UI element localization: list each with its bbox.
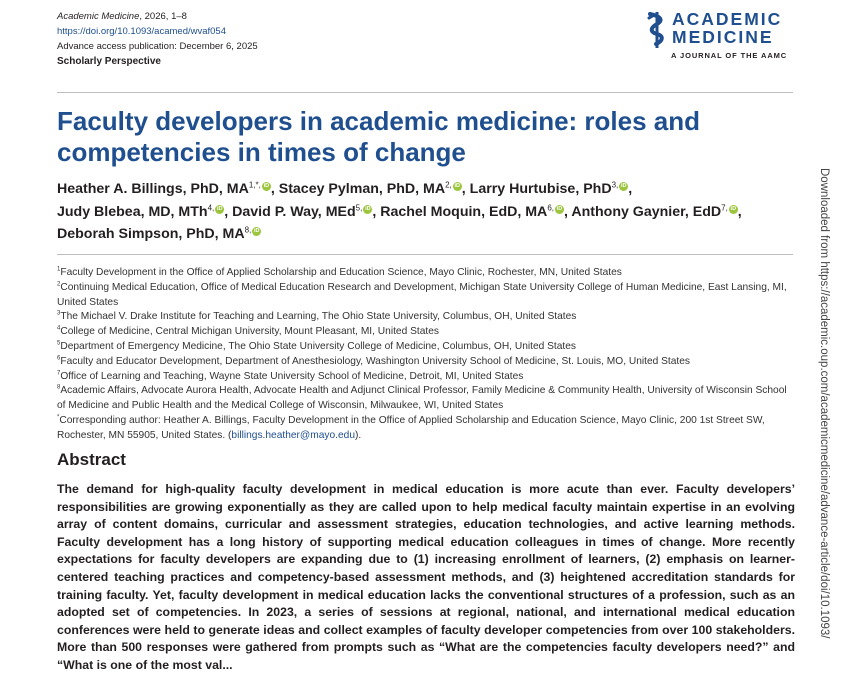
author-affiliation-marker: 8, [244,225,252,235]
author-affiliation-marker: 4, [207,202,215,212]
doi-link[interactable]: https://doi.org/10.1093/acamed/wvaf054 [57,26,227,37]
affiliation-text: Faculty and Educator Development, Department of Anesthesiology, Washington University School of Medicine, St. Louis, MO, United States [60,355,691,367]
orcid-icon[interactable]: iD [254,228,260,235]
affiliation-text: Office of Learning and Teaching, Wayne State University School of Medicine, Detroit, MI, United States [60,370,524,382]
affiliation-number: 6 [57,355,61,362]
author-list [57,178,797,246]
article-title: Faculty developers in academic medicine: roles and competencies in times of change [57,106,701,167]
author: David P. Way, MEd$^{5,}$ iD , [232,202,381,220]
orcid-icon[interactable]: iD [730,205,737,212]
orcid-icon[interactable]: iD [216,205,223,212]
download-watermark: Downloaded from https://academic.oup.com/academicmedicine/advance-article/doi/10.1093/ [818,168,830,639]
author [57,226,261,242]
article-type: Scholarly Perspective [57,56,161,67]
corresponding-author [57,414,793,444]
corresponding-text: Corresponding author: Heather A. Billings, Faculty Development in the Office of Applied Scholarship and Education Science, Mayo Clinic, 200 1st Street SW, Rochester, MN 55905, United States. ( [57,414,765,441]
header-divider [57,92,793,93]
affiliation-item [57,355,793,370]
publication-note: Advance access publication: December 6, 2025 [57,41,258,52]
author: Stacey Pylman, PhD, $MA^{2,}$ iD , [278,180,470,197]
affiliation-item [57,281,793,311]
affiliation-item [57,384,793,414]
author: Rachel Moquin, EdD, $MA^{6,}$ iD , [380,202,572,220]
affiliation-item [57,310,793,325]
affiliation-item [57,340,793,355]
orcid-icon[interactable]: iD [263,183,270,190]
author: Larry Hurtubise, PhD$^{3,}$ iD , [469,180,633,197]
affiliation-list [57,266,793,444]
journal-logo[interactable] [640,7,800,63]
orcid-icon[interactable]: iD [556,205,563,212]
affiliation-number: 2 [57,281,61,288]
affiliation-number: 4 [57,325,61,332]
affiliation-number: 3 [57,311,61,317]
journal-year-pages: , 2026, 1–8 [139,11,187,22]
author-name: David P. Way, MEd [232,203,356,220]
journal-citation [57,9,258,24]
affiliation-number: 8 [57,384,61,391]
author-affiliation-marker: 7, [721,202,728,212]
affiliation-item [57,266,793,281]
logo-tagline: A JOURNAL OF THE AAMC [671,51,788,60]
logo-word-medicine: MEDICINE [672,27,774,47]
affiliation-text: Academic Affairs, Advocate Aurora Health, Advocate Health and Adjunct Clinical Professor, Family Medicine & Community Health, University of Wisconsin School of Medicine and Public Health and the Medical College of Wisconsin, Milwaukee, WI, United States [57,385,787,412]
article-metadata [57,9,258,69]
affiliation-number: 7 [57,370,61,377]
affiliation-text: Department of Emergency Medicine, The Ohio State University College of Medicine, Columbus, OH, United States [60,340,576,352]
author-name: Anthony Gaynier, EdD [571,203,722,220]
affiliation-text: Continuing Medical Education, Office of Medical Education Research and Development, Michigan State University College of Human Medicine, East Lansing, MI, United States [57,281,787,308]
abstract-text: The demand for high-quality faculty development in medical education is more acute than ever. Faculty developers’ responsibilities are growing exponentially as they are called upon to help medical faculty maintain expertise in an evolving array of content domains, curricular and assessment strategies, education technologies, and active learning methods. Faculty development has a long history of supporting medical education colleagues in times of change. More recently expectations for faculty developers are expanding due to (1) increasing enrollment of learners, (2) emphasis on learner-centered teaching practices and competency-based assessment methods, and (3) heightened accreditation standards for training faculty. Yet, faculty development in medical education lacks the conventional structures of a profession, such as an adopted set of competencies. In 2023, a series of sessions at regional, national, and international medical education conferences were held to generate ideas and collect examples of faculty developer competencies from over 100 stakeholders. More than 500 responses were gathered from prompts such as “What are the competencies faculty developers need?” and “What is one of the most val... [57,482,795,672]
affiliation-number: 5 [57,340,61,347]
orcid-icon[interactable]: iD [454,183,461,190]
corresponding-email-link[interactable]: billings.heather@mayo.edu [231,429,356,441]
author-name: Judy Blebea, MD, MTh [57,203,208,220]
author-affiliation-marker: 3, [611,180,619,190]
affiliation-item [57,370,793,385]
author-name: Larry Hurtubise, PhD [469,181,612,197]
affiliation-item [57,325,793,340]
author-affiliation-marker: 5, [355,202,363,212]
author-name: Deborah Simpson, PhD, MA [57,226,245,242]
author-name: Rachel Moquin, EdD, MA [380,203,548,220]
orcid-icon[interactable]: iD [621,183,627,190]
author: Judy Blebea, MD, MTh$^{4,}$ iD , [57,202,233,220]
affiliation-text: Faculty Development in the Office of Applied Scholarship and Education Science, Mayo Clinic, Rochester, MN, United States [60,267,622,278]
caduceus-icon [646,10,668,50]
author-divider [57,254,793,255]
author-name: Heather A. Billings, PhD, MA [57,181,249,197]
corresponding-marker: * [57,414,60,421]
orcid-icon[interactable]: iD [365,205,371,212]
affiliation-number: 1 [57,266,61,273]
affiliation-text: College of Medicine, Central Michigan University, Mount Pleasant, MI, United States [60,326,439,338]
author-name: Stacey Pylman, PhD, MA [278,181,446,197]
logo-word-academic: ACADEMIC [672,9,783,29]
author-affiliation-marker: 1,*, [248,180,261,190]
author: Anthony Gaynier, EdD$^{7,}$ iD , [571,202,742,220]
affiliation-text: The Michael V. Drake Institute for Teaching and Learning, The Ohio State University, Columbus, OH, United States [60,311,577,323]
author-affiliation-marker: 6, [547,202,554,212]
author: Heather A. Billings, PhD, $MA^{1,*,}$ iD , [57,180,279,197]
abstract-heading: Abstract [57,450,126,469]
corresponding-tail: ). [355,429,362,441]
author-affiliation-marker: 2, [445,180,452,190]
journal-name: Academic Medicine [57,11,140,22]
